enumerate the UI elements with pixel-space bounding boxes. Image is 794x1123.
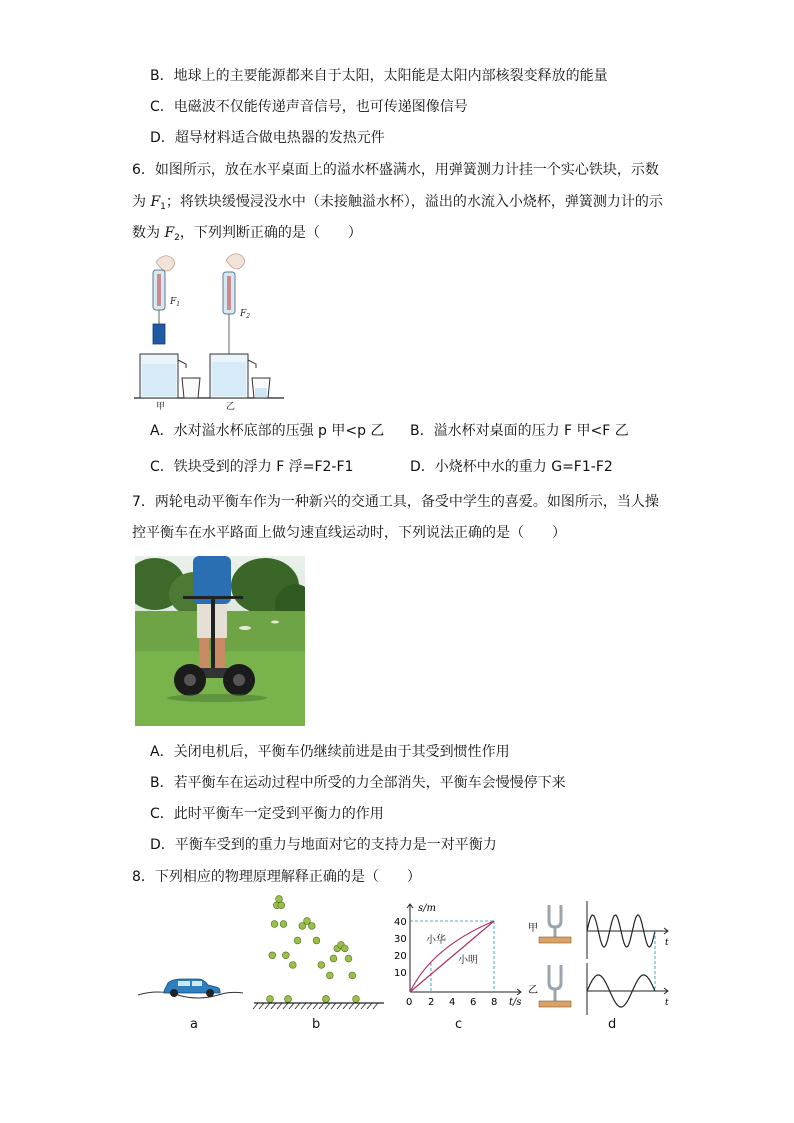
tuning-fork-top-icon: [539, 905, 571, 943]
q5-option-d: D．超导材料适合做电热器的发热元件: [150, 130, 385, 146]
y-tick-40: 40: [394, 917, 407, 928]
ground-hatch: [307, 1003, 312, 1009]
ground-hatch: [259, 1003, 264, 1009]
q7-stem-line2: 控平衡车在水平路面上做匀速直线运动时，下列说法正确的是（ ）: [132, 525, 566, 541]
line-xiaoming: [410, 921, 494, 992]
small-beaker-right-icon: [252, 378, 270, 398]
hand-right-icon: [226, 254, 245, 269]
label-xiaoming: 小明: [458, 955, 478, 966]
svg-text:F1: $F_1$: [170, 297, 181, 308]
y-axis-label: s/m: [418, 903, 436, 914]
q6-stem-line2: 为 $F_1$；将铁块缓慢浸没水中（未接触溢水杯），溢出的水流入小烧杯，弹簧测力计的示: [132, 194, 663, 212]
ground-hatch: [289, 1003, 294, 1009]
svg-text:F2: $F_2$: [240, 309, 251, 320]
overflow-cup-figure: [134, 250, 284, 410]
ball-dot: [285, 996, 292, 1003]
ground-hatch: [265, 1003, 270, 1009]
q6-option-c: C．铁块受到的浮力 F 浮=F2-F1: [150, 459, 354, 475]
x-tick-4: 4: [449, 997, 456, 1008]
q7-option-b: B．若平衡车在运动过程中所受的力全部消失，平衡车会慢慢停下来: [150, 775, 566, 791]
q5-option-c: C．电磁波不仅能传递声音信号，也可传递图像信号: [150, 99, 468, 115]
ball-dot: [280, 921, 287, 928]
fig-c-st-graph: [392, 897, 527, 1012]
fig-b-bouncing-ball: [252, 895, 387, 1013]
x-axis-label: t/s: [509, 997, 522, 1008]
x-tick-8: 8: [491, 997, 498, 1008]
ball-dot: [269, 952, 276, 959]
x-tick-2: 2: [428, 997, 435, 1008]
q7-stem-line1: 7．两轮电动平衡车作为一种新兴的交通工具，备受中学生的喜爱。如图所示，当人操: [132, 494, 659, 510]
ball-dot: [271, 921, 278, 928]
fig-d-tuning-forks: [527, 897, 672, 1017]
ground-hatch: [313, 1003, 318, 1009]
iron-block-left: [153, 324, 165, 344]
fig-c-caption: c: [455, 1017, 463, 1032]
overflow-cup-right-icon: [210, 354, 256, 398]
origin-label: 0: [406, 997, 413, 1008]
label-yi: 乙: [226, 402, 236, 410]
label-xiaohua: 小华: [426, 935, 446, 946]
tuning-fork-bottom-icon: [539, 965, 571, 1007]
q6-option-d: D．小烧杯中水的重力 G=F1-F2: [410, 459, 613, 475]
ground-hatch: [301, 1003, 306, 1009]
ball-dot: [276, 896, 283, 903]
ball-dot: [282, 952, 289, 959]
q7-option-a: A．关闭电机后，平衡车仍继续前进是由于其受到惯性作用: [150, 744, 510, 760]
fig-d-caption: d: [608, 1017, 617, 1032]
q5-option-b: B．地球上的主要能源都来自于太阳，太阳能是太阳内部核裂变释放的能量: [150, 68, 608, 84]
ball-dot: [267, 996, 274, 1003]
ground-hatch: [343, 1003, 348, 1009]
small-beaker-left-icon: [182, 378, 200, 398]
ball-dot: [323, 996, 330, 1003]
ball-dot: [353, 996, 360, 1003]
q6-option-b: B．溢水杯对桌面的压力 F 甲<F 乙: [410, 423, 629, 439]
q6-option-a: A．水对溢水杯底部的压强 p 甲<p 乙: [150, 423, 385, 439]
ground-hatch: [283, 1003, 288, 1009]
svg-text:t: t: [665, 938, 669, 948]
fork-label-yi: 乙: [528, 985, 538, 996]
ball-dot: [330, 955, 337, 962]
q6-stem-line3: 数为 $F_2$，下列判断正确的是（ ）: [132, 225, 362, 243]
ground-hatch: [277, 1003, 282, 1009]
ball-dot: [278, 902, 285, 909]
ball-trajectory: [267, 896, 360, 1003]
fig-b-caption: b: [312, 1017, 321, 1032]
ball-dot: [313, 937, 320, 944]
ground-hatch: [295, 1003, 300, 1009]
spring-scale-left-icon: [153, 270, 165, 344]
label-jia: 甲: [156, 402, 166, 410]
ground-hatch: [319, 1003, 324, 1009]
q7-option-d: D．平衡车受到的重力与地面对它的支持力是一对平衡力: [150, 837, 497, 853]
ball-dot: [349, 972, 356, 979]
overflow-cup-left-icon: [140, 354, 186, 398]
ground-hatch: [349, 1003, 354, 1009]
ground-hatch: [325, 1003, 330, 1009]
ground-hatch: [337, 1003, 342, 1009]
ground-hatch: [331, 1003, 336, 1009]
ground-hatch: [367, 1003, 372, 1009]
ground-hatch: [361, 1003, 366, 1009]
x-tick-6: 6: [470, 997, 477, 1008]
ball-dot: [318, 962, 325, 969]
fig-a-car: [138, 965, 243, 1010]
q7-option-c: C．此时平衡车一定受到平衡力的作用: [150, 806, 384, 822]
svg-text:t: t: [665, 998, 669, 1008]
ground-hatch: [355, 1003, 360, 1009]
y-tick-30: 30: [394, 934, 407, 945]
fork-label-jia: 甲: [528, 923, 538, 934]
y-tick-20: 20: [394, 951, 407, 962]
q6-stem-line1: 6．如图所示，放在水平桌面上的溢水杯盛满水，用弹簧测力计挂一个实心铁块，示数: [132, 162, 659, 178]
ball-dot: [294, 937, 301, 944]
ground-hatch: [253, 1003, 258, 1009]
balance-scooter-photo: [135, 556, 305, 726]
y-tick-10: 10: [394, 968, 407, 979]
ball-dot: [289, 962, 296, 969]
q8-stem: 8．下列相应的物理原理解释正确的是（ ）: [132, 869, 421, 885]
ball-dot: [308, 923, 315, 930]
ball-dot: [345, 955, 352, 962]
ground-hatch: [373, 1003, 378, 1009]
fig-a-caption: a: [190, 1017, 198, 1032]
ball-dot: [341, 945, 348, 952]
ground-hatch: [271, 1003, 276, 1009]
handlebar: [183, 596, 243, 599]
hand-left-icon: [156, 256, 175, 271]
ball-dot: [326, 972, 333, 979]
